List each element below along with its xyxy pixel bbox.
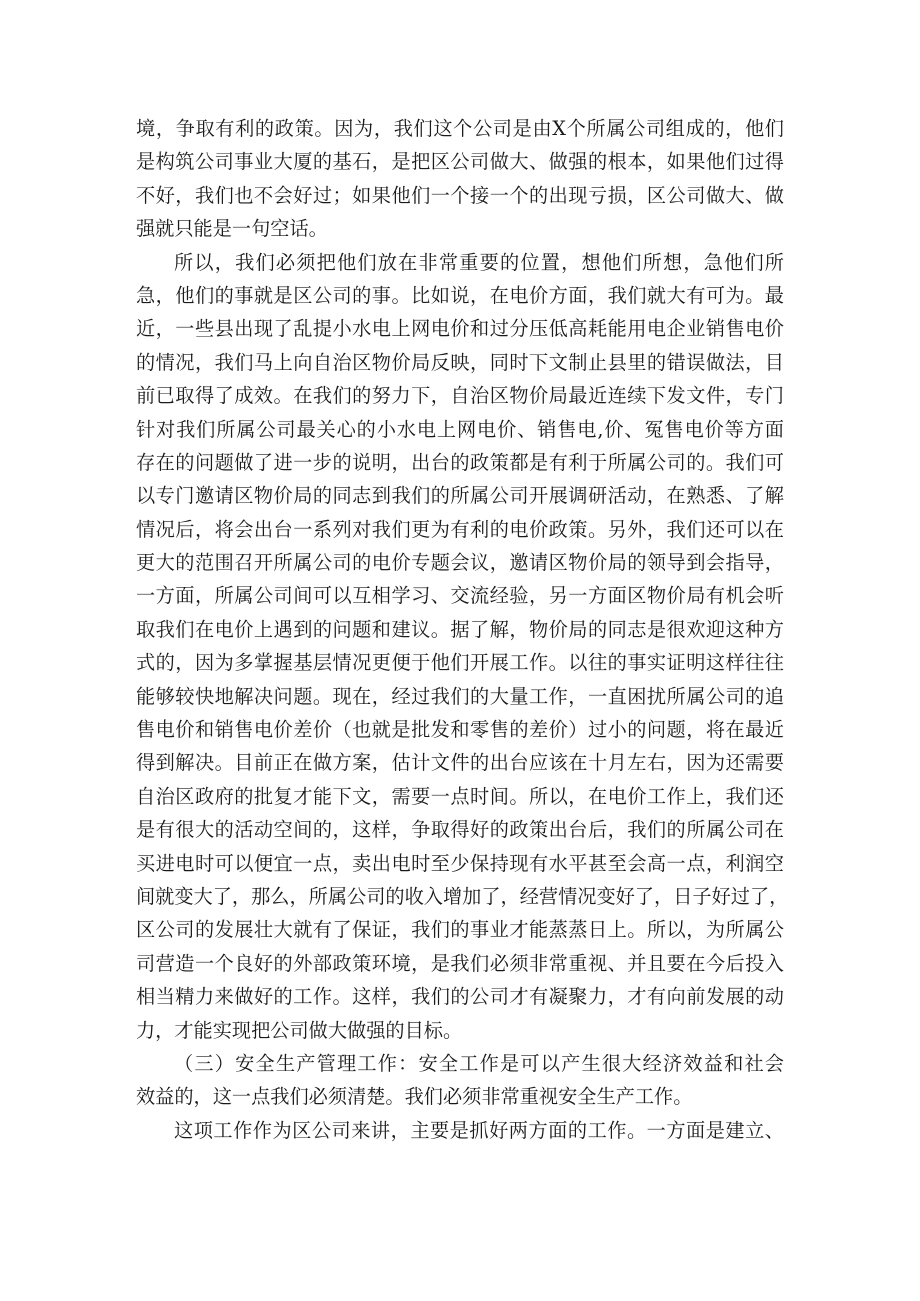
text-line: 急，他们的事就是区公司的事。比如说，在电价方面，我们就大有可为。最 (136, 283, 784, 307)
document-body (136, 112, 789, 1147)
text-line: 相当精力来做好的工作。这样，我们的公司才有凝聚力，才有向前发展的动 (136, 985, 784, 1009)
text-line: 力，才能实现把公司做大做强的目标。 (136, 1018, 463, 1042)
text-line: 售电价和销售电价差价（也就是批发和零售的差价）过小的问题，将在最近 (136, 718, 784, 742)
text-line: 取我们在电价上遇到的问题和建议。据了解，物价局的同志是很欢迎这种方 (136, 617, 784, 641)
text-line: 近，一些县出现了乱提小水电上网电价和过分压低高耗能用电企业销售电价 (136, 317, 784, 341)
paragraph-first-line: 所以，我们必须把他们放在非常重要的位置，想他们所想，急他们所 (174, 250, 784, 274)
text-line: 司营造一个良好的外部政策环境，是我们必须非常重视、并且要在今后投入 (136, 951, 784, 975)
text-line: 买进电时可以便宜一点，卖出电时至少保持现有水平甚至会高一点，利润空 (136, 851, 784, 875)
text-line: 得到解决。目前正在做方案，估计文件的出台应该在十月左右，因为还需要 (136, 751, 784, 775)
text-line: 不好，我们也不会好过；如果他们一个接一个的出现亏损，区公司做大、做 (136, 183, 784, 207)
section-heading-line: （三）安全生产管理工作：安全工作是可以产生很大经济效益和社会 (174, 1051, 784, 1075)
text-line: 针对我们所属公司最关心的小水电上网电价、销售电,价、冤售电价等方面 (136, 417, 784, 441)
text-line: 前已取得了成效。在我们的努力下，自治区物价局最近连续下发文件，专门 (136, 384, 784, 408)
text-line: 效益的，这一点我们必须清楚。我们必须非常重视安全生产工作。 (136, 1085, 693, 1109)
text-line: 式的，因为多掌握基层情况更便于他们开展工作。以往的事实证明这样往往 (136, 651, 784, 675)
text-line: 强就只能是一句空话。 (136, 217, 328, 241)
text-line: 一方面，所属公司间可以互相学习、交流经验，另一方面区物价局有机会听 (136, 584, 784, 608)
text-line: 能够较快地解决问题。现在，经过我们的大量工作，一直困扰所属公司的追 (136, 684, 784, 708)
text-line: 自治区政府的批复才能下文，需要一点时间。所以，在电价工作上，我们还 (136, 784, 784, 808)
text-line: 情况后，将会出台一系列对我们更为有利的电价政策。另外，我们还可以在 (136, 517, 784, 541)
paragraph-first-line: 这项工作作为区公司来讲，主要是抓好两方面的工作。一方面是建立、 (174, 1118, 784, 1142)
text-line: 以专门邀请区物价局的同志到我们的所属公司开展调研活动，在熟悉、了解 (136, 484, 784, 508)
text-line: 是有很大的活动空间的，这样，争取得好的政策出台后，我们的所属公司在 (136, 818, 784, 842)
text-line: 区公司的发展壮大就有了保证，我们的事业才能蒸蒸日上。所以，为所属公 (136, 918, 784, 942)
text-line: 存在的问题做了进一步的说明，出台的政策都是有利于所属公司的。我们可 (136, 450, 784, 474)
text-line: 是构筑公司事业大厦的基石，是把区公司做大、做强的根本，如果他们过得 (136, 150, 784, 174)
text-line: 更大的范围召开所属公司的电价专题会议，邀请区物价局的领导到会指导， (136, 551, 784, 575)
text-line: 境，争取有利的政策。因为，我们这个公司是由X个所属公司组成的，他们 (136, 117, 784, 140)
text-line: 的情况，我们马上向自治区物价局反映，同时下文制止县里的错误做法，目 (136, 350, 784, 374)
text-line: 间就变大了，那么，所属公司的收入增加了，经营情况变好了，日子好过了， (136, 884, 789, 908)
